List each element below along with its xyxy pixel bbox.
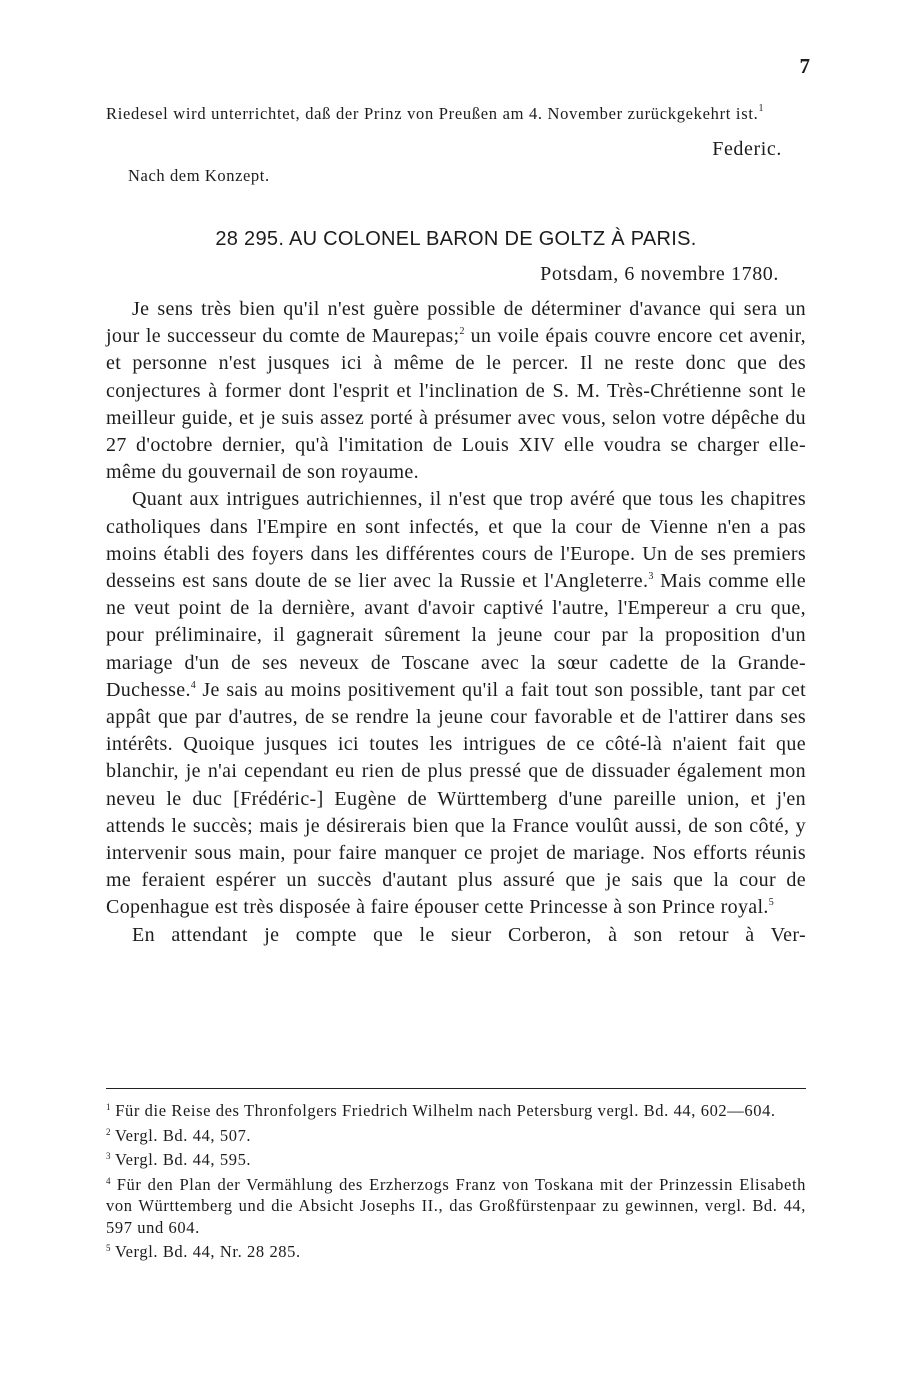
footnote-ref: 3: [648, 571, 654, 583]
signature: Federic.: [712, 138, 782, 160]
footnote-mark: 1: [106, 1102, 111, 1112]
footnote-mark: 5: [106, 1243, 111, 1253]
footnote-text: Für die Reise des Thronfolgers Friedrich Wilhelm nach Petersburg vergl. Bd. 44, 602—604.: [115, 1101, 776, 1120]
footnote: [106, 1097, 806, 1122]
paragraph-3: En attendant je compte que le sieur Corberon, à son retour à Ver-: [132, 923, 806, 946]
footnote-mark: 2: [106, 1126, 111, 1137]
footnotes: [106, 1097, 806, 1263]
footnote-ref: 1: [758, 103, 764, 114]
footnote: [106, 1122, 806, 1147]
footnote-ref: 5: [768, 897, 774, 909]
footnote-ref: 4: [190, 679, 196, 691]
paragraph-text: Je sais au moins positivement qu'il a fait tout son possible, tant par cet appât que par d'autres, de se rendre la jeune cour favorable et de l'attirer dans ses intérêts. Quoique jusques ici toutes les intrigues de ce côté-là n'aient fait que blanchir, je n'ai cependant eu rien de plus pressé que de dissuader également mon neveu le duc [Frédéric-] Eugène de Württemberg d'une pareille union, et j'en attends le succès; mais je désirerais bien que la France voulût aussi, de son côté, y intervenir sous main, pour faire manquer ce projet de mariage. Nos efforts réunis me feraient espérer un succès d'autant plus assuré que je sais que la cour de Copenhague est très disposée à faire épouser cette Princesse à son Prince royal.: [106, 678, 806, 919]
paragraph-text: Quant aux intrigues autrichiennes, il n'est que trop avéré que tous les chapitres catholiques dans l'Empire en sont infectés, et que la cour de Vienne n'en a pas moins établi des foyers dans les différentes cours de l'Europe. Un de ses premiers desseins est sans doute de se lier avec la Russie et l'Angleterre.: [106, 488, 806, 593]
footnote-text: Vergl. Bd. 44, 595.: [114, 1150, 252, 1169]
paragraph-1: [106, 296, 806, 486]
footnote-divider: [106, 1088, 806, 1089]
footnote-mark: 3: [106, 1151, 111, 1161]
previous-letter-summary: [106, 102, 806, 125]
footnote-ref: 2: [459, 326, 465, 338]
summary-text: Riedesel wird unterrichtet, daß der Prinz von Preußen am 4. November zurückgekehrt ist.: [106, 104, 759, 123]
footnote-mark: 4: [106, 1175, 111, 1186]
footnote: [106, 1146, 806, 1171]
page-number: 7: [799, 54, 810, 78]
paragraph-text: Je sens très bien qu'il n'est guère possible de déterminer d'avance qui sera un jour le successeur du comte de Maurepas;: [106, 298, 806, 348]
footnote-text: Vergl. Bd. 44, 507.: [114, 1125, 252, 1145]
source-note: Nach dem Konzept.: [128, 166, 270, 185]
paragraph-text: un voile épais couvre encore cet avenir, et personne n'est jusques ici à même de le percer. Il ne reste donc que des conjectures à former dont l'esprit et l'inclination de S. M. Très-Chrétienne sont le meilleur guide, et je suis assez porté à présumer avec vous, selon votre dépêche du 27 d'octobre dernier, qu'à l'imitation de Louis XIV elle voudra se charger elle-même du gouvernail de son royaume.: [106, 325, 807, 484]
paragraph-2: [106, 486, 806, 921]
footnote-text: Vergl. Bd. 44, Nr. 28 285.: [114, 1242, 301, 1261]
footnote: [106, 1171, 806, 1239]
footnote-text: Für den Plan der Vermählung des Erzherzogs Franz von Toskana mit der Prinzessin Elisabeth von Württemberg und die Absicht Josephs II., das Großfürstenpaar zu gewinnen, vergl. Bd. 44, 597 und 604.: [106, 1174, 806, 1237]
paragraph-text: Mais comme elle ne veut point de la dernière, avant d'avoir captivé l'autre, l'Empereur a cru que, pour préliminaire, il gagnerait sûrement la jeune cour par la proposition d'un mariage d'un de ses neveux de Toscane avec la sœur cadette de la Grande-Duchesse.: [106, 570, 807, 701]
footnote: [106, 1238, 806, 1263]
letter-heading: 28 295. AU COLONEL BARON DE GOLTZ À PARIS.: [215, 228, 697, 250]
letter-body: [106, 296, 806, 949]
letter-dateline: Potsdam, 6 novembre 1780.: [540, 263, 779, 285]
